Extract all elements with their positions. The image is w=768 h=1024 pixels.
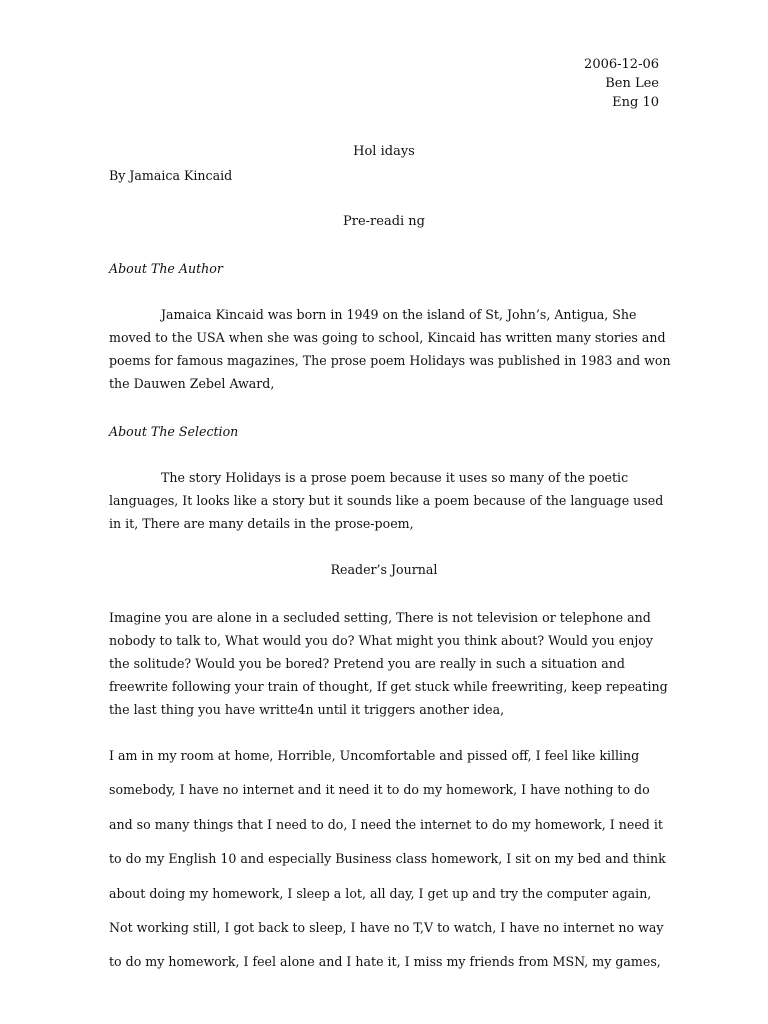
header-name: Ben Lee xyxy=(605,76,659,91)
about-selection-paragraph xyxy=(109,466,664,535)
paragraph-line: moved to the USA when she was going to school, Kincaid has written many stories and xyxy=(109,330,666,345)
document-header xyxy=(584,55,659,112)
paragraph-line: in it, There are many details in the prose-poem, xyxy=(109,516,414,531)
response-line: Not working still, I got back to sleep, I have no T,V to watch, I have no internet no way xyxy=(109,920,664,936)
response-line: to do my English 10 and especially Business class homework, I sit on my bed and think xyxy=(109,851,666,867)
response-line: and so many things that I need to do, I need the internet to do my homework, I need it xyxy=(109,816,663,832)
journal-prompt xyxy=(109,606,668,721)
byline: By Jamaica Kincaid xyxy=(109,168,233,183)
header-date: 2006-12-06 xyxy=(584,57,659,72)
section-heading: Pre-readi ng xyxy=(342,214,425,229)
response-line: to do my homework, I feel alone and I hate it, I miss my friends from MSN, my games, xyxy=(109,954,661,970)
prompt-line: the solitude? Would you be bored? Pretend you are really in such a situation and xyxy=(109,656,625,671)
paragraph-line: the Dauwen Zebel Award, xyxy=(109,376,275,391)
paragraph-line: Jamaica Kincaid was born in 1949 on the island of St, John’s, Antigua, She xyxy=(161,307,637,322)
paragraph-line: languages, It looks like a story but it sounds like a poem because of the language used xyxy=(109,493,664,508)
prompt-line: the last thing you have writte4n until it triggers another idea, xyxy=(109,702,505,717)
about-author-paragraph xyxy=(109,303,671,395)
header-class: Eng 10 xyxy=(612,95,659,110)
journal-response xyxy=(109,739,669,980)
paragraph-line: poems for famous magazines, The prose poem Holidays was published in 1983 and won xyxy=(109,353,671,368)
document-title: Hol idays xyxy=(353,144,415,159)
prompt-line: freewrite following your train of thought, If get stuck while freewriting, keep repeating xyxy=(109,679,668,694)
journal-heading: Reader’s Journal xyxy=(330,562,438,577)
about-selection-heading: About The Selection xyxy=(109,424,239,439)
response-line: somebody, I have no internet and it need it to do my homework, I have nothing to do xyxy=(109,782,650,798)
response-line: about doing my homework, I sleep a lot, all day, I get up and try the computer again, xyxy=(109,885,652,901)
about-author-heading: About The Author xyxy=(109,261,223,276)
prompt-line: nobody to talk to, What would you do? What might you think about? Would you enjoy xyxy=(109,633,653,648)
paragraph-line: The story Holidays is a prose poem because it uses so many of the poetic xyxy=(161,470,629,485)
response-line: I am in my room at home, Horrible, Uncomfortable and pissed off, I feel like killing xyxy=(109,748,640,763)
prompt-line: Imagine you are alone in a secluded setting, There is not television or telephone and xyxy=(109,610,651,625)
